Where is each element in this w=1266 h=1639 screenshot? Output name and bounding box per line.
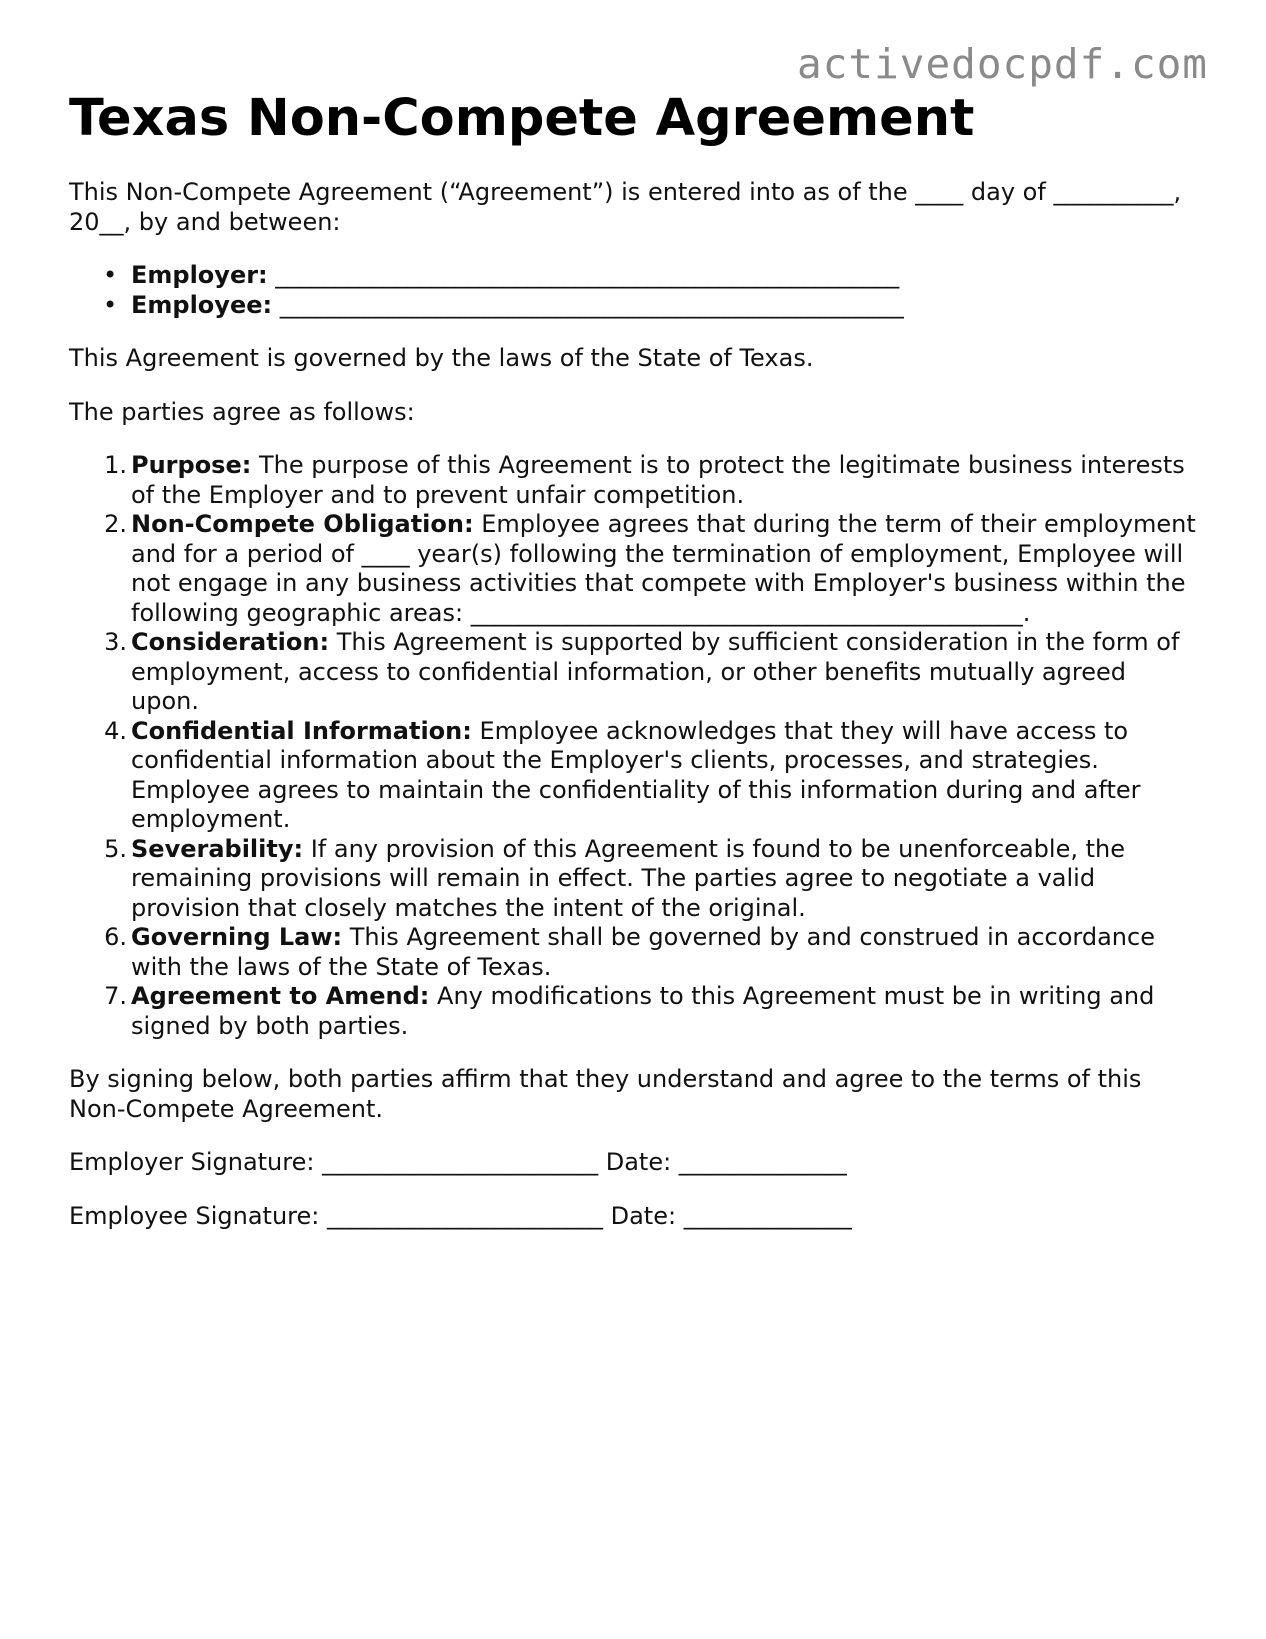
- term-number: 5.: [104, 834, 127, 863]
- governed-paragraph: This Agreement is governed by the laws of the State of Texas.: [69, 344, 814, 372]
- term-number: 4.: [104, 716, 127, 745]
- term-item: [104, 510, 1199, 628]
- term-number: 2.: [104, 510, 127, 538]
- term-number: 6.: [104, 923, 127, 951]
- document-page: [69, 86, 1199, 1231]
- party-blank: ____________________________________________________: [267, 261, 900, 289]
- term-heading: Purpose:: [131, 451, 252, 479]
- term-item: [104, 628, 1199, 717]
- term-heading: Confidential Information:: [131, 716, 472, 745]
- watermark-text: activedocpdf.com: [797, 40, 1208, 88]
- terms-list: [69, 451, 1199, 1041]
- intro-paragraph: This Non-Compete Agreement (“Agreement”) is entered into as of the ____ day of __________, 20__, by and between:: [69, 178, 1182, 236]
- party-label: Employee:: [131, 290, 273, 319]
- term-item: [104, 923, 1199, 982]
- party-employee: [131, 291, 1199, 321]
- term-heading: Agreement to Amend:: [131, 982, 430, 1010]
- term-text: The purpose of this Agreement is to protect the legitimate business interests of the Employer and to prevent unfair competition.: [131, 451, 1185, 509]
- term-text: This Agreement is supported by sufficient consideration in the form of employment, access to confidential information, or other benefits mutually agreed upon.: [131, 628, 1180, 715]
- party-employer: [131, 261, 1199, 291]
- document-title: Texas Non-Compete Agreement: [69, 89, 975, 148]
- term-number: 7.: [104, 982, 127, 1010]
- term-item: [104, 716, 1199, 835]
- term-text: Employee acknowledges that they will have access to confidential information about the Employer's clients, processes, and strategies. Employee agrees to maintain the confidentiality of this information during and after employment.: [131, 716, 1141, 833]
- term-heading: Consideration:: [131, 628, 330, 656]
- term-text: Any modifications to this Agreement must be in writing and signed by both parties.: [131, 982, 1155, 1040]
- employee-signature-line: Employee Signature: _______________________ Date: ______________: [69, 1201, 852, 1230]
- party-label: Employer:: [131, 261, 268, 289]
- term-heading: Governing Law:: [131, 923, 343, 951]
- term-number: 1.: [104, 451, 127, 479]
- term-heading: Non-Compete Obligation:: [131, 510, 474, 538]
- term-text: Employee agrees that during the term of their employment and for a period of ____ year(s) following the termination of employment, Employee will not engage in any business activities that compete with Employer's business within the following geographic areas: ______________________________________________.: [131, 510, 1196, 627]
- term-heading: Severability:: [131, 834, 304, 863]
- term-text: If any provision of this Agreement is found to be unenforceable, the remaining provisions will remain in effect. The parties agree to negotiate a valid provision that closely matches the intent of the original.: [131, 834, 1125, 922]
- term-item: [104, 451, 1199, 510]
- employer-signature-line: Employer Signature: _______________________ Date: ______________: [69, 1148, 847, 1176]
- document-body: [69, 178, 1199, 1231]
- parties-list: [69, 261, 1199, 320]
- party-blank: ____________________________________________________: [272, 290, 904, 319]
- follows-paragraph: The parties agree as follows:: [69, 397, 415, 426]
- affirm-paragraph: By signing below, both parties affirm that they understand and agree to the terms of this Non-Compete Agreement.: [69, 1065, 1142, 1123]
- term-text: This Agreement shall be governed by and construed in accordance with the laws of the State of Texas.: [131, 923, 1155, 981]
- term-number: 3.: [104, 628, 127, 656]
- term-item: [104, 982, 1199, 1041]
- term-item: [104, 834, 1199, 924]
